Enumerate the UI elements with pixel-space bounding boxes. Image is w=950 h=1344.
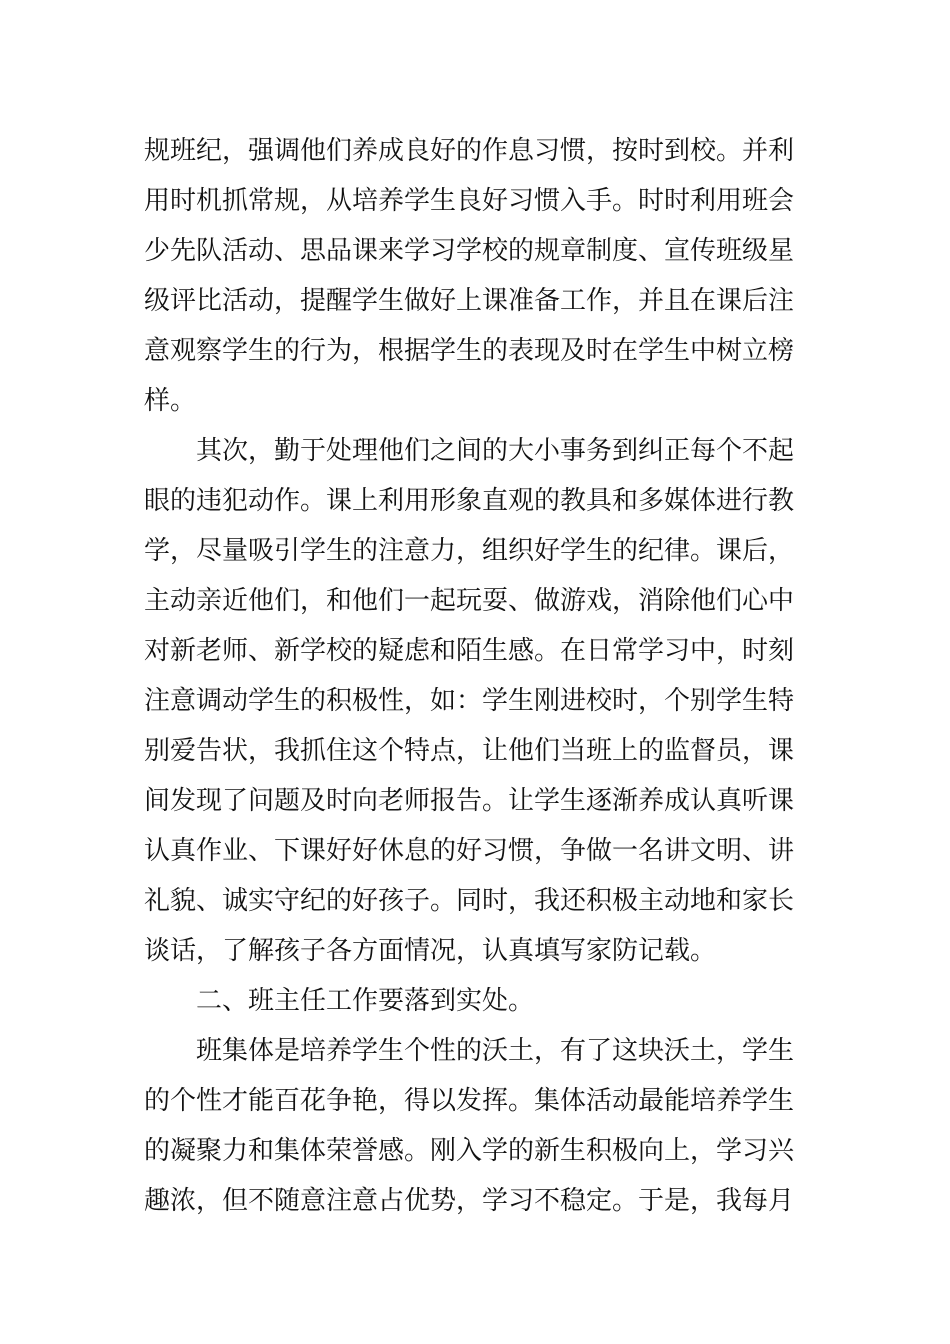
- text-line: 学，尽量吸引学生的注意力，组织好学生的纪律。课后，: [144, 536, 795, 566]
- text-line: 样。: [144, 386, 197, 416]
- text-line: 其次，勤于处理他们之间的大小事务到纠正每个不起: [196, 436, 795, 466]
- text-line: 对新老师、新学校的疑虑和陌生感。在日常学习中，时刻: [144, 636, 795, 666]
- text-line: 主动亲近他们，和他们一起玩耍、做游戏，消除他们心中: [144, 586, 795, 616]
- text-line: 别爱告状，我抓住这个特点，让他们当班上的监督员，课: [144, 736, 795, 766]
- text-line: 用时机抓常规，从培养学生良好习惯入手。时时利用班会: [144, 186, 795, 216]
- text-line: 注意调动学生的积极性，如：学生刚进校时，个别学生特: [144, 686, 795, 716]
- text-line: 眼的违犯动作。课上利用形象直观的教具和多媒体进行教: [144, 486, 795, 516]
- text-line: 的个性才能百花争艳，得以发挥。集体活动最能培养学生: [144, 1086, 795, 1116]
- text-line: 规班纪，强调他们养成良好的作息习惯，按时到校。并利: [144, 136, 795, 166]
- text-line: 趣浓，但不随意注意占优势，学习不稳定。于是，我每月: [144, 1186, 795, 1216]
- text-line: 意观察学生的行为，根据学生的表现及时在学生中树立榜: [144, 336, 795, 366]
- text-line: 间发现了问题及时向老师报告。让学生逐渐养成认真听课: [144, 786, 795, 816]
- document-body: [144, 126, 806, 1226]
- text-line: 二、班主任工作要落到实处。: [196, 986, 535, 1016]
- text-line: 谈话，了解孩子各方面情况，认真填写家防记载。: [144, 936, 717, 966]
- text-line: 的凝聚力和集体荣誉感。刚入学的新生积极向上，学习兴: [144, 1136, 795, 1166]
- text-line: 班集体是培养学生个性的沃土，有了这块沃土，学生: [196, 1036, 795, 1066]
- text-line: 认真作业、下课好好休息的好习惯，争做一名讲文明、讲: [144, 836, 795, 866]
- text-line: 少先队活动、思品课来学习学校的规章制度、宣传班级星: [144, 236, 795, 266]
- text-line: 级评比活动，提醒学生做好上课准备工作，并且在课后注: [144, 286, 795, 316]
- text-line: 礼貌、诚实守纪的好孩子。同时，我还积极主动地和家长: [144, 886, 795, 916]
